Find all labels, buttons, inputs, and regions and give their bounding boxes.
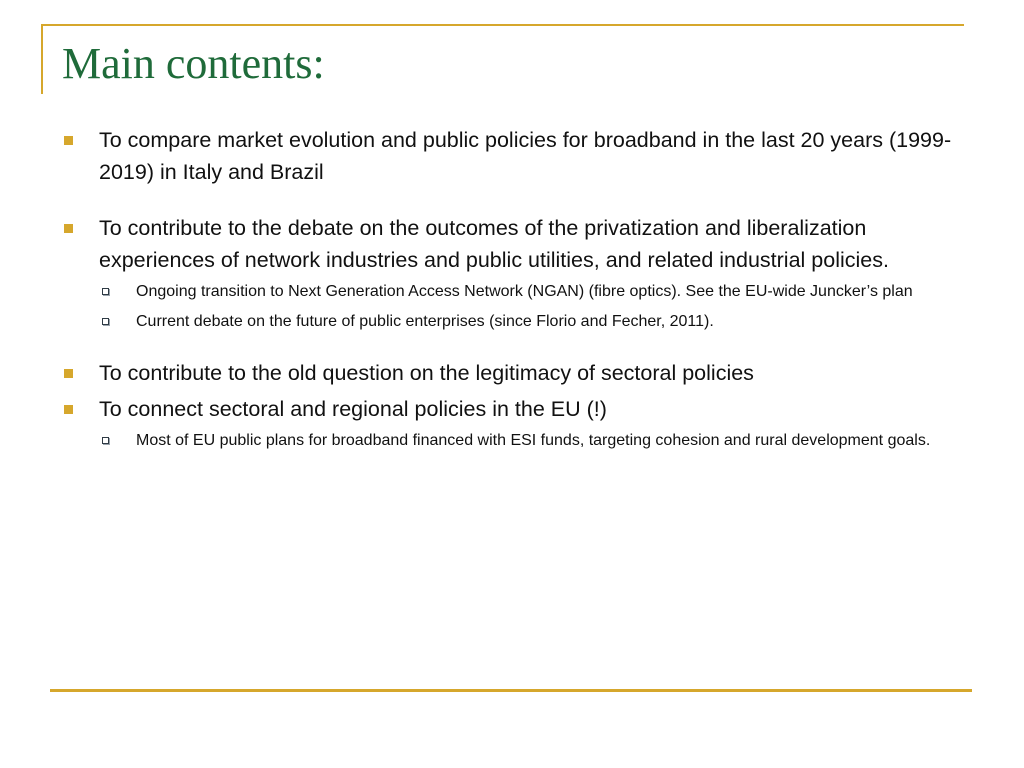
sub-bullet-text: Most of EU public plans for broadband financed with ESI funds, targeting cohesion and rural development goals. (136, 432, 931, 449)
bullet-text: To contribute to the old question on the legitimacy of sectoral policies (99, 361, 754, 385)
sub-bullet-text: Ongoing transition to Next Generation Access Network (NGAN) (fibre optics). See the EU-wide Juncker’s plan (136, 283, 913, 300)
square-bullet-icon (64, 136, 73, 145)
left-rule (41, 24, 43, 94)
square-bullet-icon (64, 224, 73, 233)
bottom-rule (50, 689, 972, 692)
sub-bullet-item (99, 280, 962, 303)
square-bullet-icon (64, 369, 73, 378)
bullet-item (62, 212, 962, 276)
bullet-item (62, 357, 962, 389)
bullet-item (62, 393, 962, 425)
hollow-square-bullet-icon (102, 318, 109, 325)
bullet-text: To compare market evolution and public policies for broadband in the last 20 years (1999-2019) in Italy and Brazil (99, 128, 952, 184)
bullet-text: To connect sectoral and regional policies in the EU (!) (99, 397, 607, 421)
sub-bullet-item (99, 310, 962, 333)
hollow-square-bullet-icon (102, 288, 109, 295)
bullet-item (62, 124, 962, 188)
hollow-square-bullet-icon (102, 437, 109, 444)
top-rule (41, 24, 964, 26)
sub-bullet-item (99, 429, 962, 452)
square-bullet-icon (64, 405, 73, 414)
bullet-text: To contribute to the debate on the outcomes of the privatization and liberalization experiences of network industries and public utilities, and related industrial policies. (99, 216, 889, 272)
slide-title: Main contents: (62, 39, 325, 88)
slide-body (62, 124, 962, 452)
sub-bullet-text: Current debate on the future of public enterprises (since Florio and Fecher, 2011). (136, 313, 714, 330)
